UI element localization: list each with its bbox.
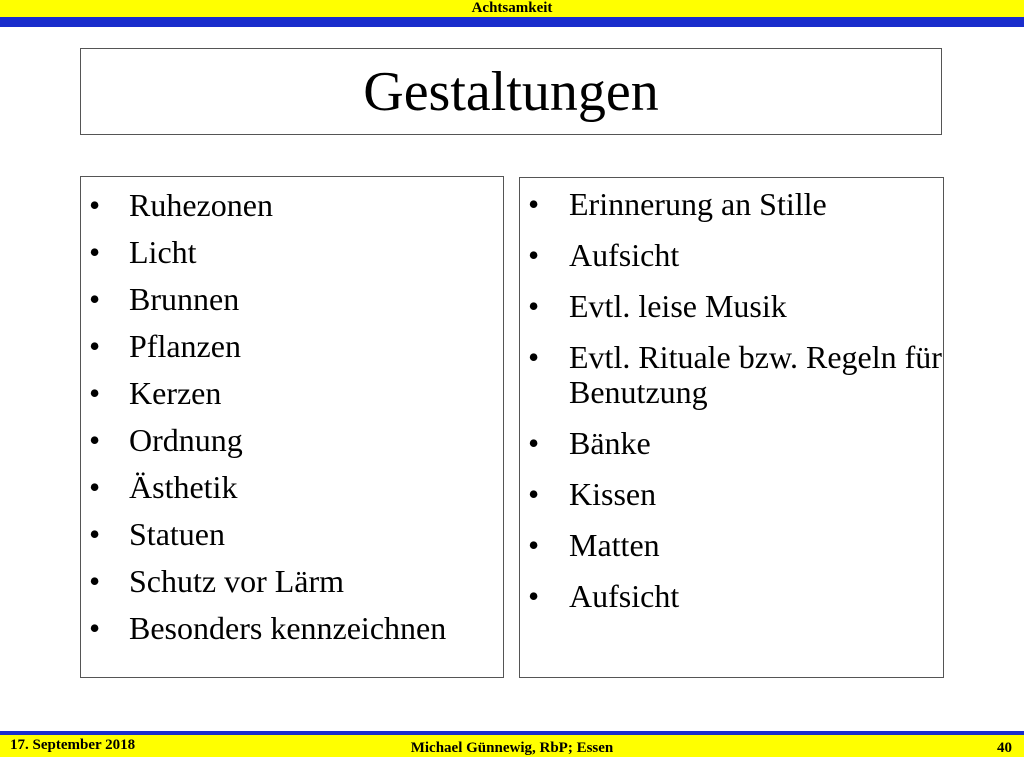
left-column <box>80 176 504 678</box>
list-item: • Kerzen <box>81 370 503 417</box>
bullet-icon: • <box>89 610 101 646</box>
list-item: • Kissen <box>528 476 657 512</box>
list-item: • Ästhetik <box>81 464 503 511</box>
bullet-icon: • <box>89 281 101 317</box>
bullet-icon: • <box>89 187 101 223</box>
list-item: • Aufsicht <box>528 578 680 614</box>
list-item: • Besonders kennzeichnen <box>81 605 503 652</box>
bullet-icon: • <box>89 422 101 458</box>
bullet-icon: • <box>89 328 101 364</box>
slide-title: Gestaltungen <box>363 60 659 123</box>
bullet-icon: • <box>528 425 540 461</box>
footer-date: 17. September 2018 <box>10 737 136 753</box>
right-bullet-list <box>520 178 943 614</box>
bullet-icon: • <box>528 288 540 324</box>
header-title: Achtsamkeit <box>471 0 553 16</box>
list-item: • Ordnung <box>81 417 503 464</box>
footer-bar <box>0 735 1024 757</box>
right-column <box>519 177 944 678</box>
list-item: • Brunnen <box>81 276 503 323</box>
list-item: • Evtl. Rituale bzw. Regeln für Benutzung <box>528 339 942 410</box>
bullet-icon: • <box>528 578 540 614</box>
list-item: • Evtl. leise Musik <box>528 288 787 324</box>
list-item: • Schutz vor Lärm <box>81 558 503 605</box>
list-item: • Erinnerung an Stille <box>528 186 827 222</box>
bullet-icon: • <box>528 186 540 222</box>
page-number: 40 <box>997 740 1012 756</box>
bullet-icon: • <box>89 516 101 552</box>
bullet-icon: • <box>89 563 101 599</box>
list-item: • Licht <box>81 229 503 276</box>
bullet-icon: • <box>528 339 540 375</box>
bullet-icon: • <box>528 527 540 563</box>
header-bar <box>0 0 1024 17</box>
list-item: • Matten <box>528 527 660 563</box>
list-item: • Aufsicht <box>528 237 680 273</box>
bullet-icon: • <box>528 476 540 512</box>
list-item: • Statuen <box>81 511 503 558</box>
header-divider <box>0 17 1024 27</box>
list-item: • Pflanzen <box>81 323 503 370</box>
bullet-icon: • <box>89 234 101 270</box>
slide-title-box <box>80 48 942 135</box>
list-item: • Ruhezonen <box>81 182 503 229</box>
left-bullet-list <box>81 177 503 652</box>
list-item: • Bänke <box>528 425 651 461</box>
bullet-icon: • <box>89 375 101 411</box>
bullet-icon: • <box>528 237 540 273</box>
bullet-icon: • <box>89 469 101 505</box>
footer-author: Michael Günnewig, RbP; Essen <box>410 740 614 756</box>
